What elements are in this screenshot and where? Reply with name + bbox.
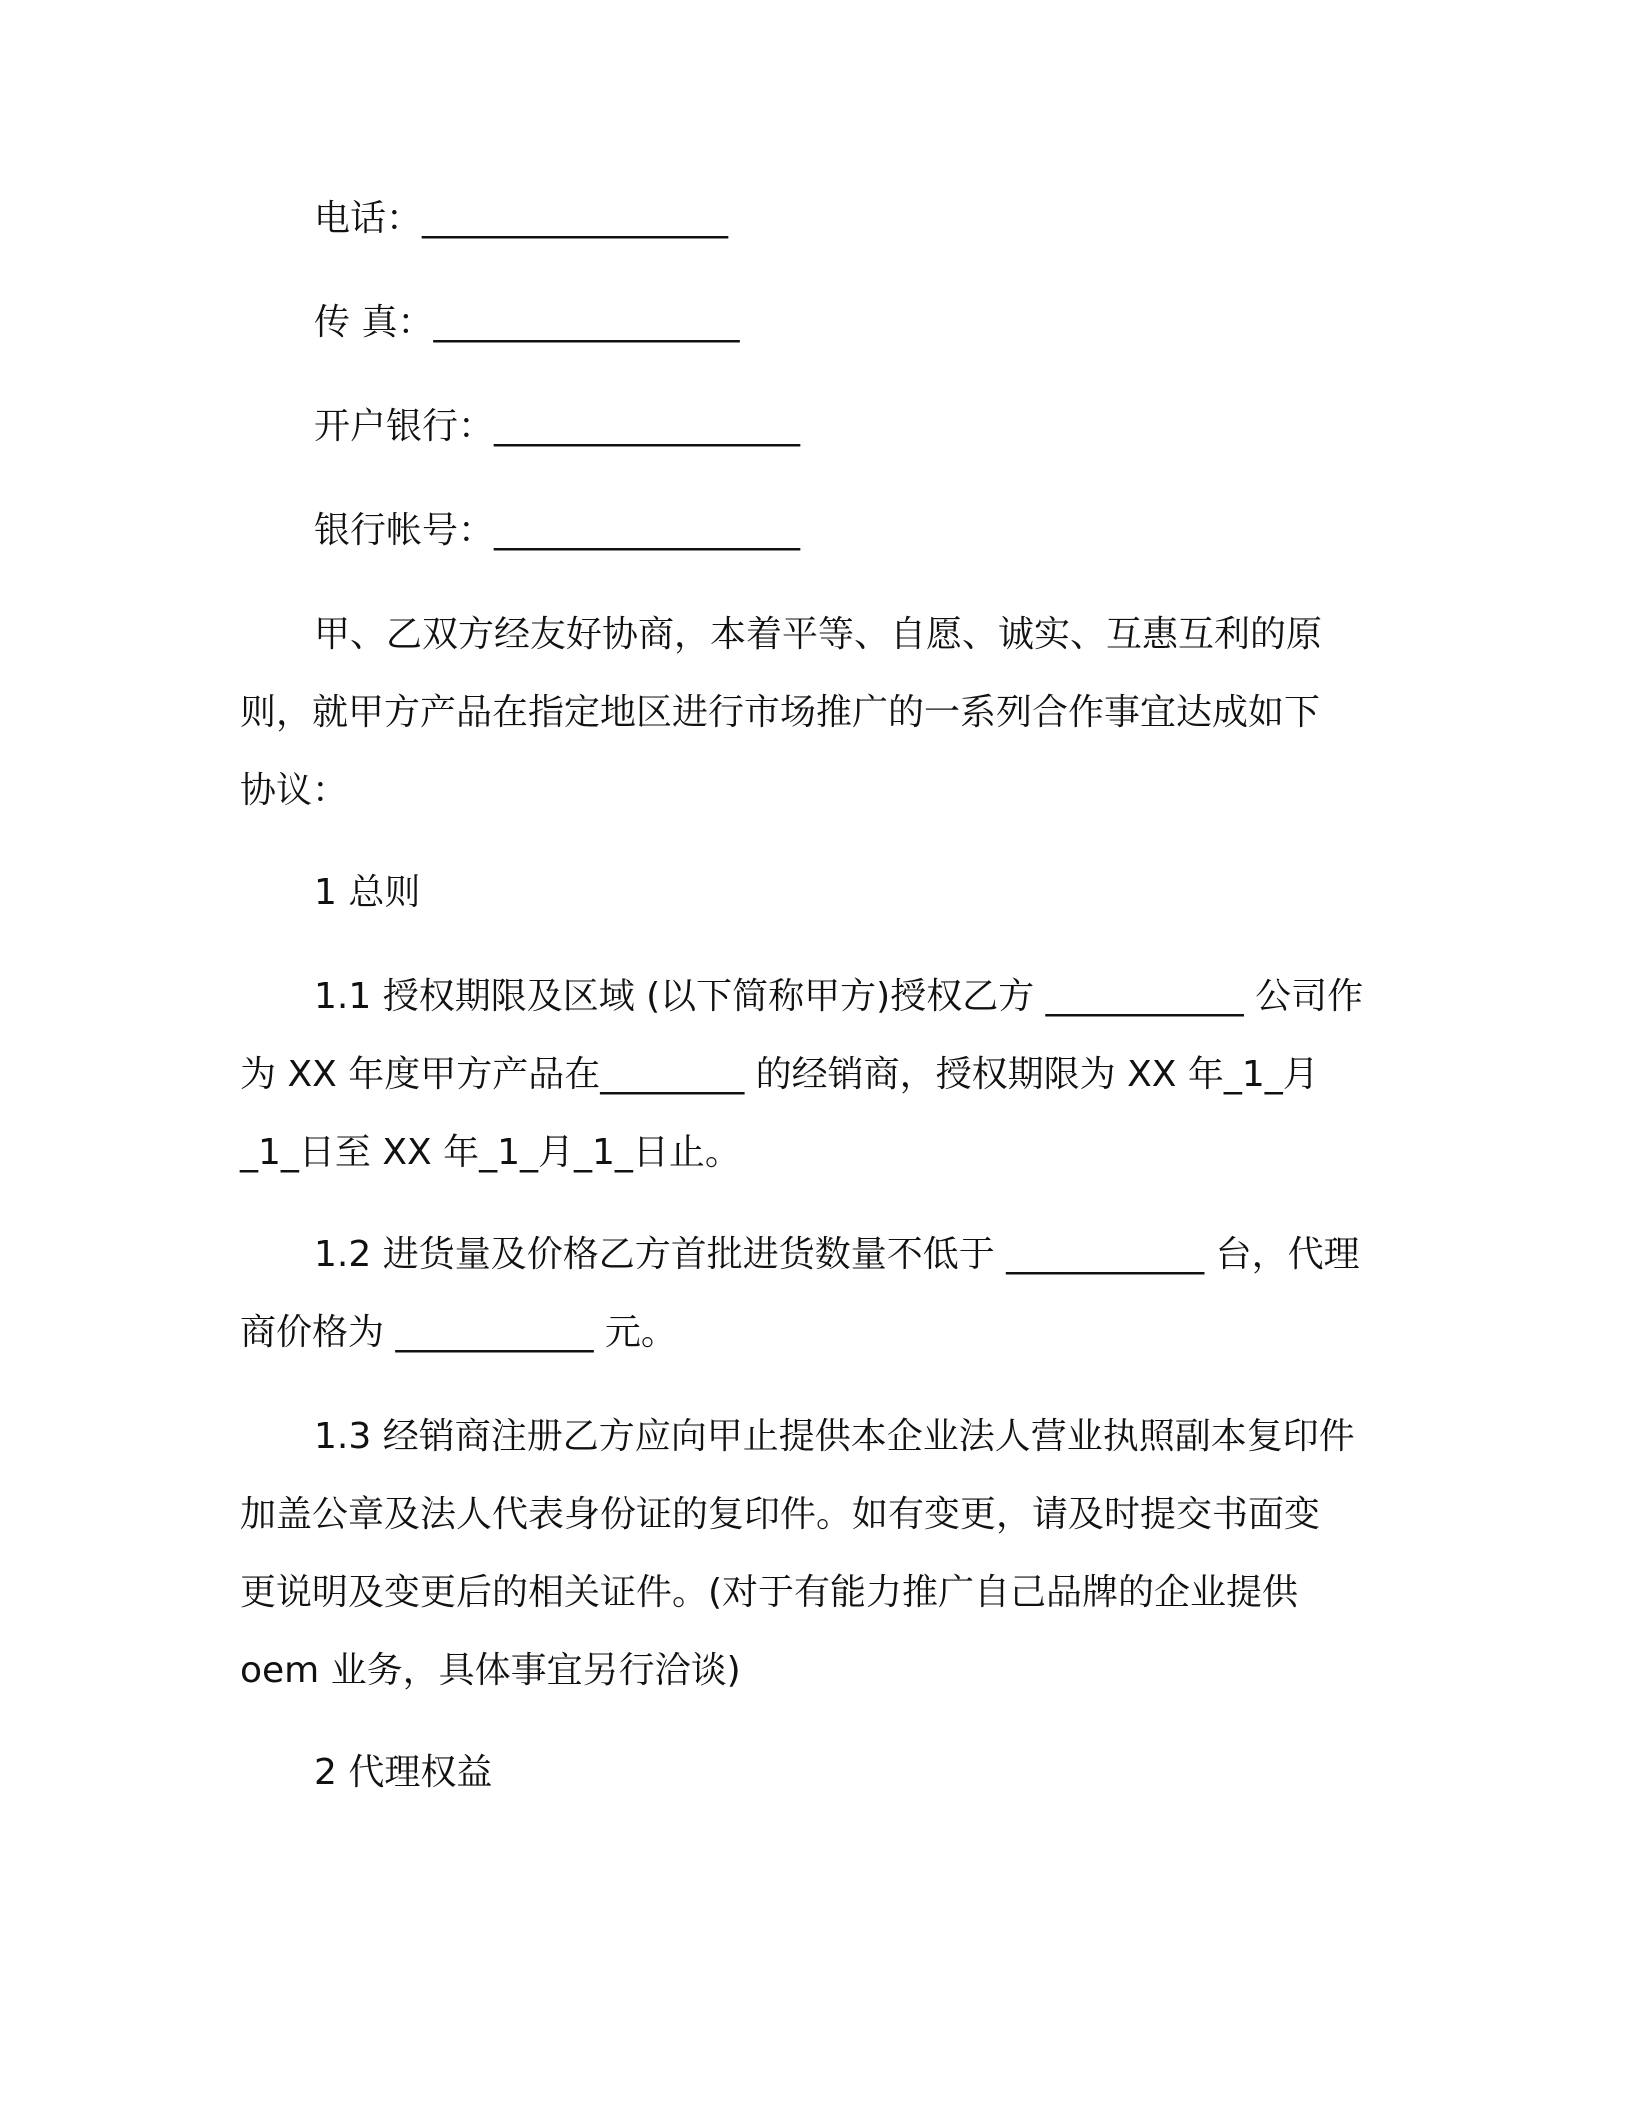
clause-1-3 <box>240 1398 1390 1710</box>
section-1-heading: 1 总则 <box>314 872 421 913</box>
clause-1-3-line-2: 加盖公章及法人代表身份证的复印件。如有变更，请及时提交书面变 <box>240 1494 1321 1535</box>
clause-1-1-line-2: 为 XX 年度甲方产品在________ 的经销商，授权期限为 XX 年_1_月 <box>240 1054 1319 1095</box>
account-blank: _________________ <box>494 510 801 551</box>
account-field <box>314 492 1464 570</box>
intro-line-2: 则，就甲方产品在指定地区进行市场推广的一系列合作事宜达成如下 <box>240 692 1321 733</box>
clause-1-2-line-1: 1.2 进货量及价格乙方首批进货数量不低于 ___________ 台，代理 <box>314 1234 1360 1275</box>
phone-label: 电话： <box>314 198 423 239</box>
clause-1-1-line-1: 1.1 授权期限及区域 (以下简称甲方)授权乙方 ___________ 公司作 <box>314 976 1364 1017</box>
bank-label: 开户银行： <box>314 406 495 447</box>
section-2-heading: 2 代理权益 <box>314 1752 493 1793</box>
clause-1-2-line-2: 商价格为 ___________ 元。 <box>240 1312 677 1353</box>
bank-blank: _________________ <box>494 406 801 447</box>
intro-line-1: 甲、乙双方经友好协商，本着平等、自愿、诚实、互惠互利的原 <box>314 614 1323 655</box>
intro-paragraph <box>240 596 1390 830</box>
fax-field <box>314 284 1464 362</box>
clause-1-3-line-3: 更说明及变更后的相关证件。(对于有能力推广自己品牌的企业提供 <box>240 1572 1299 1613</box>
clause-1-3-line-1: 1.3 经销商注册乙方应向甲止提供本企业法人营业执照副本复印件 <box>314 1416 1355 1457</box>
fax-blank: _________________ <box>433 302 740 343</box>
bank-field <box>314 388 1464 466</box>
clause-1-3-line-4: oem 业务，具体事宜另行洽谈) <box>240 1650 741 1691</box>
clause-1-1-line-3: _1_日至 XX 年_1_月_1_日止。 <box>240 1132 741 1173</box>
clause-1-2 <box>240 1216 1390 1372</box>
clause-1-1 <box>240 958 1390 1192</box>
phone-blank: _________________ <box>422 198 729 239</box>
phone-field <box>314 180 1464 258</box>
intro-line-3: 协议： <box>240 770 349 811</box>
account-label: 银行帐号： <box>314 510 495 551</box>
fax-label: 传 真： <box>314 302 434 343</box>
